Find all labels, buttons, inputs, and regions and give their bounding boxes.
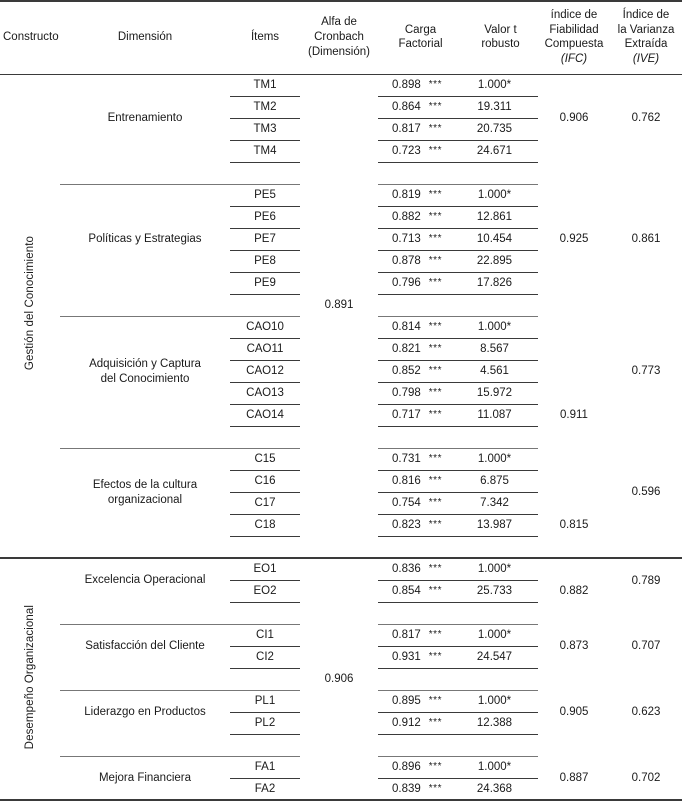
factor-loading-cell: [378, 316, 463, 338]
factor-loading-value: 0.895: [392, 695, 421, 708]
factor-loading-cell: [378, 778, 463, 800]
robust-t-value: 1.000*: [463, 316, 538, 338]
item-code: CAO10: [230, 316, 300, 338]
sep-dimension: [60, 426, 230, 448]
robust-t-value: 4.561: [463, 360, 538, 382]
factor-loading-cell: [378, 448, 463, 470]
factor-loading-cell: [378, 470, 463, 492]
item-code: CAO14: [230, 404, 300, 426]
average-variance-extracted-value: 0.702: [631, 771, 661, 784]
factor-loading-value: 0.713: [392, 233, 421, 246]
dimension-name-line2: organizacional: [107, 493, 183, 506]
composite-reliability-value: 0.887: [559, 771, 589, 784]
factor-loading-cell: [378, 492, 463, 514]
table-footer: [0, 800, 682, 804]
robust-t-value: 6.875: [463, 470, 538, 492]
factor-loading-value: 0.821: [392, 343, 421, 356]
factor-loading-cell: [378, 756, 463, 778]
factor-loading-cell: [378, 140, 463, 162]
average-variance-extracted-value: 0.596: [631, 486, 661, 499]
significance-markers: ***: [428, 761, 442, 773]
item-code: C17: [230, 492, 300, 514]
item-code: C16: [230, 470, 300, 492]
sep-items: [230, 162, 300, 184]
sep-carga: [378, 602, 463, 624]
significance-markers: ***: [428, 321, 442, 333]
factor-loading-value: 0.878: [392, 255, 421, 268]
significance-markers: ***: [428, 211, 442, 223]
sep-ifc: [538, 426, 610, 448]
factor-loading-value: 0.723: [392, 145, 421, 158]
dimension-name-line2: del Conocimiento: [100, 372, 190, 385]
significance-markers: ***: [428, 277, 442, 289]
item-code: TM3: [230, 118, 300, 140]
significance-markers: ***: [428, 365, 442, 377]
factor-loading-value: 0.817: [392, 123, 421, 136]
item-code: PE6: [230, 206, 300, 228]
factor-loading-cell: [378, 404, 463, 426]
item-code: PE9: [230, 272, 300, 294]
column-header-items: [230, 1, 300, 74]
sep-valort: [463, 426, 538, 448]
robust-t-value: 10.454: [463, 228, 538, 250]
column-header-carga-factorial: [378, 1, 463, 74]
average-variance-extracted-value: 0.762: [631, 112, 661, 125]
sep-valort: [463, 162, 538, 184]
sep-dimension: [60, 734, 230, 756]
significance-markers: ***: [428, 189, 442, 201]
header-text-ive-line3: Extraída: [624, 38, 668, 51]
item-code: EO2: [230, 580, 300, 602]
sep-items: [230, 294, 300, 316]
robust-t-value: 1.000*: [463, 624, 538, 646]
column-header-valor-t: [463, 1, 538, 74]
alfa-cronbach-value: 0.906: [324, 673, 354, 686]
item-code: EO1: [230, 558, 300, 580]
robust-t-value: 1.000*: [463, 448, 538, 470]
header-text-alfa-line3: (Dimensión): [308, 45, 370, 58]
table-row: [0, 74, 682, 96]
factor-loading-cell: [378, 514, 463, 536]
sep-ive: [610, 426, 682, 448]
item-code: PL2: [230, 712, 300, 734]
factor-loading-cell: [378, 646, 463, 668]
dimension-name-line1: Efectos de la cultura: [92, 478, 198, 491]
robust-t-value: 1.000*: [463, 756, 538, 778]
composite-reliability-value: 0.905: [559, 706, 589, 719]
header-text-items: Ítems: [250, 31, 280, 44]
robust-t-value: 15.972: [463, 382, 538, 404]
factor-loading-cell: [378, 580, 463, 602]
significance-markers: ***: [428, 79, 442, 91]
dimension-name: Excelencia Operacional: [84, 574, 206, 587]
sep-carga: [378, 294, 463, 316]
header-text-valort-line2: robusto: [481, 38, 520, 51]
factor-loading-cell: [378, 250, 463, 272]
average-variance-extracted-value: 0.861: [631, 233, 661, 246]
item-code: CI1: [230, 624, 300, 646]
table-row: [0, 558, 682, 580]
dimension-name: Liderazgo en Productos: [84, 706, 206, 719]
table-header: [0, 1, 682, 74]
sep-ive: [610, 602, 682, 624]
header-text-construct: Constructo: [3, 31, 59, 44]
item-code: CAO11: [230, 338, 300, 360]
column-header-construct: [0, 1, 60, 74]
factor-loading-value: 0.898: [392, 79, 421, 92]
robust-t-value: 24.547: [463, 646, 538, 668]
construct-separator: [0, 536, 682, 558]
robust-t-value: 13.987: [463, 514, 538, 536]
item-code: TM2: [230, 96, 300, 118]
factor-loading-cell: [378, 338, 463, 360]
factor-loading-cell: [378, 96, 463, 118]
factor-loading-value: 0.931: [392, 651, 421, 664]
construct-label-cell: [0, 558, 60, 800]
dimension-label-cell: [60, 756, 230, 800]
sep-ive: [610, 734, 682, 756]
item-code: CI2: [230, 646, 300, 668]
dimension-label-cell: [60, 184, 230, 294]
factor-loading-value: 0.819: [392, 189, 421, 202]
significance-markers: ***: [428, 145, 442, 157]
significance-markers: ***: [428, 519, 442, 531]
table-body: [0, 74, 682, 800]
dimension-label-cell: [60, 558, 230, 602]
header-text-ifc-line4: (IFC): [560, 53, 588, 66]
composite-reliability-value: 0.906: [559, 112, 589, 125]
factor-loading-value: 0.854: [392, 585, 421, 598]
factor-loading-cell: [378, 712, 463, 734]
significance-markers: ***: [428, 717, 442, 729]
robust-t-value: 1.000*: [463, 184, 538, 206]
dimension-name-line1: Adquisición y Captura: [89, 357, 201, 370]
significance-markers: ***: [428, 497, 442, 509]
item-code: PE8: [230, 250, 300, 272]
factor-loading-value: 0.852: [392, 365, 421, 378]
item-code: PL1: [230, 690, 300, 712]
factor-loading-cell: [378, 272, 463, 294]
significance-markers: ***: [428, 343, 442, 355]
factor-loading-value: 0.823: [392, 519, 421, 532]
header-text-alfa-line1: Alfa de: [321, 16, 357, 29]
factor-loading-cell: [378, 184, 463, 206]
dimension-name: Satisfacción del Cliente: [85, 640, 205, 653]
item-code: FA2: [230, 778, 300, 800]
construct-name: Gestión del Conocimiento: [23, 236, 36, 371]
factor-loading-cell: [378, 360, 463, 382]
significance-markers: ***: [428, 651, 442, 663]
factor-loading-cell: [378, 118, 463, 140]
average-variance-extracted-value: 0.773: [631, 365, 661, 378]
composite-reliability-value: 0.882: [559, 585, 589, 597]
factor-loading-value: 0.798: [392, 387, 421, 400]
significance-markers: ***: [428, 629, 442, 641]
factor-loading-value: 0.836: [392, 563, 421, 576]
item-code: FA1: [230, 756, 300, 778]
sep-ifc: [538, 668, 610, 690]
significance-markers: ***: [428, 233, 442, 245]
construct-label-cell: [0, 74, 60, 536]
significance-markers: ***: [428, 585, 442, 597]
significance-markers: ***: [428, 475, 442, 487]
sep-items: [230, 426, 300, 448]
robust-t-value: 17.826: [463, 272, 538, 294]
header-text-ifc-line3: Compuesta: [544, 38, 604, 51]
robust-t-value: 25.733: [463, 580, 538, 602]
header-text-valort-line1: Valor t: [484, 23, 517, 36]
dimension-name: Mejora Financiera: [98, 771, 192, 784]
robust-t-value: 24.671: [463, 140, 538, 162]
factor-loading-value: 0.864: [392, 101, 421, 114]
column-header-ive: [610, 1, 682, 74]
item-code: TM1: [230, 74, 300, 96]
robust-t-value: 8.567: [463, 338, 538, 360]
sep-items: [230, 734, 300, 756]
header-text-ifc-line1: índice de: [550, 9, 598, 21]
item-code: C15: [230, 448, 300, 470]
significance-markers: ***: [428, 409, 442, 421]
sep-valort: [463, 602, 538, 624]
header-text-alfa-line2: Cronbach: [314, 31, 364, 44]
factor-loading-value: 0.754: [392, 497, 421, 510]
sep-ifc: [538, 602, 610, 624]
header-text-ifc-line2: Fiabilidad: [549, 23, 599, 36]
sep-dimension: [60, 602, 230, 624]
factor-loading-cell: [378, 558, 463, 580]
factor-loading-value: 0.796: [392, 277, 421, 290]
significance-markers: ***: [428, 453, 442, 465]
factor-loading-cell: [378, 690, 463, 712]
significance-markers: ***: [428, 101, 442, 113]
factor-loading-value: 0.731: [392, 453, 421, 466]
composite-reliability-value: 0.873: [559, 640, 589, 653]
column-header-ifc: [538, 1, 610, 74]
factor-loading-cell: [378, 228, 463, 250]
factor-loading-value: 0.814: [392, 321, 421, 334]
average-variance-extracted-value: 0.623: [631, 706, 661, 719]
factor-loading-value: 0.882: [392, 211, 421, 224]
dimension-name: Entrenamiento: [107, 112, 183, 125]
robust-t-value: 24.368: [463, 778, 538, 800]
sep-dimension: [60, 162, 230, 184]
sep-items: [230, 668, 300, 690]
factor-loading-cell: [378, 624, 463, 646]
sep-carga: [378, 162, 463, 184]
item-code: TM4: [230, 140, 300, 162]
factor-loading-cell: [378, 382, 463, 404]
robust-t-value: 1.000*: [463, 690, 538, 712]
robust-t-value: 19.311: [463, 96, 538, 118]
significance-markers: ***: [428, 123, 442, 135]
alfa-cronbach-value: 0.891: [324, 299, 354, 312]
robust-t-value: 20.735: [463, 118, 538, 140]
dimension-label-cell: [60, 624, 230, 668]
average-variance-extracted-value: 0.789: [631, 574, 661, 587]
average-variance-extracted-value: 0.707: [631, 640, 661, 653]
robust-t-value: 1.000*: [463, 74, 538, 96]
dimension-name: Políticas y Estrategias: [88, 233, 202, 246]
sep-dimension: [60, 668, 230, 690]
sep-carga: [378, 426, 463, 448]
sep-carga: [378, 734, 463, 756]
robust-t-value: 7.342: [463, 492, 538, 514]
factor-loading-value: 0.816: [392, 475, 421, 488]
header-text-ive-line4: (IVE): [632, 53, 660, 66]
sep-ifc: [538, 294, 610, 316]
sep-ive: [610, 294, 682, 316]
composite-reliability-value: 0.925: [559, 233, 589, 246]
composite-reliability-value: 0.815: [559, 519, 589, 531]
header-text-carga-line1: Carga: [404, 23, 437, 36]
factor-loading-value: 0.896: [392, 761, 421, 774]
dimension-label-cell: [60, 316, 230, 426]
column-header-alfa-cronbach: [300, 1, 378, 74]
sep-valort: [463, 294, 538, 316]
sep-valort: [463, 734, 538, 756]
factor-loading-value: 0.839: [392, 782, 421, 795]
robust-t-value: 11.087: [463, 404, 538, 426]
factor-loading-cell: [378, 74, 463, 96]
construct-name: Desempeño Organizacional: [23, 605, 36, 750]
robust-t-value: 12.861: [463, 206, 538, 228]
header-text-ive-line2: la Varianza: [617, 23, 675, 36]
robust-t-value: 1.000*: [463, 558, 538, 580]
sep-valort: [463, 668, 538, 690]
dimension-label-cell: [60, 448, 230, 536]
header-text-carga-line2: Factorial: [398, 38, 443, 51]
sep-ifc: [538, 162, 610, 184]
sep-carga: [378, 668, 463, 690]
item-code: C18: [230, 514, 300, 536]
column-header-dimension: [60, 1, 230, 74]
factor-loading-cell: [378, 206, 463, 228]
factor-loading-value: 0.817: [392, 629, 421, 642]
significance-markers: ***: [428, 387, 442, 399]
factor-loading-value: 0.912: [392, 717, 421, 730]
sep-ive: [610, 668, 682, 690]
dimension-label-cell: [60, 690, 230, 734]
item-code: PE5: [230, 184, 300, 206]
dimension-label-cell: [60, 74, 230, 162]
table-bottom-rule: [0, 800, 682, 804]
sep-items: [230, 602, 300, 624]
header-text-dimension: Dimensión: [117, 31, 173, 44]
construct-separator-rule: [0, 536, 682, 558]
significance-markers: ***: [428, 563, 442, 575]
sep-dimension: [60, 294, 230, 316]
significance-markers: ***: [428, 255, 442, 267]
sep-ive: [610, 162, 682, 184]
robust-t-value: 22.895: [463, 250, 538, 272]
significance-markers: ***: [428, 695, 442, 707]
item-code: CAO13: [230, 382, 300, 404]
composite-reliability-value: 0.911: [560, 409, 588, 421]
robust-t-value: 12.388: [463, 712, 538, 734]
sep-ifc: [538, 734, 610, 756]
item-code: PE7: [230, 228, 300, 250]
header-text-ive-line1: Índice de: [622, 9, 670, 21]
item-code: CAO12: [230, 360, 300, 382]
significance-markers: ***: [428, 782, 442, 794]
factor-loading-value: 0.717: [392, 409, 421, 422]
